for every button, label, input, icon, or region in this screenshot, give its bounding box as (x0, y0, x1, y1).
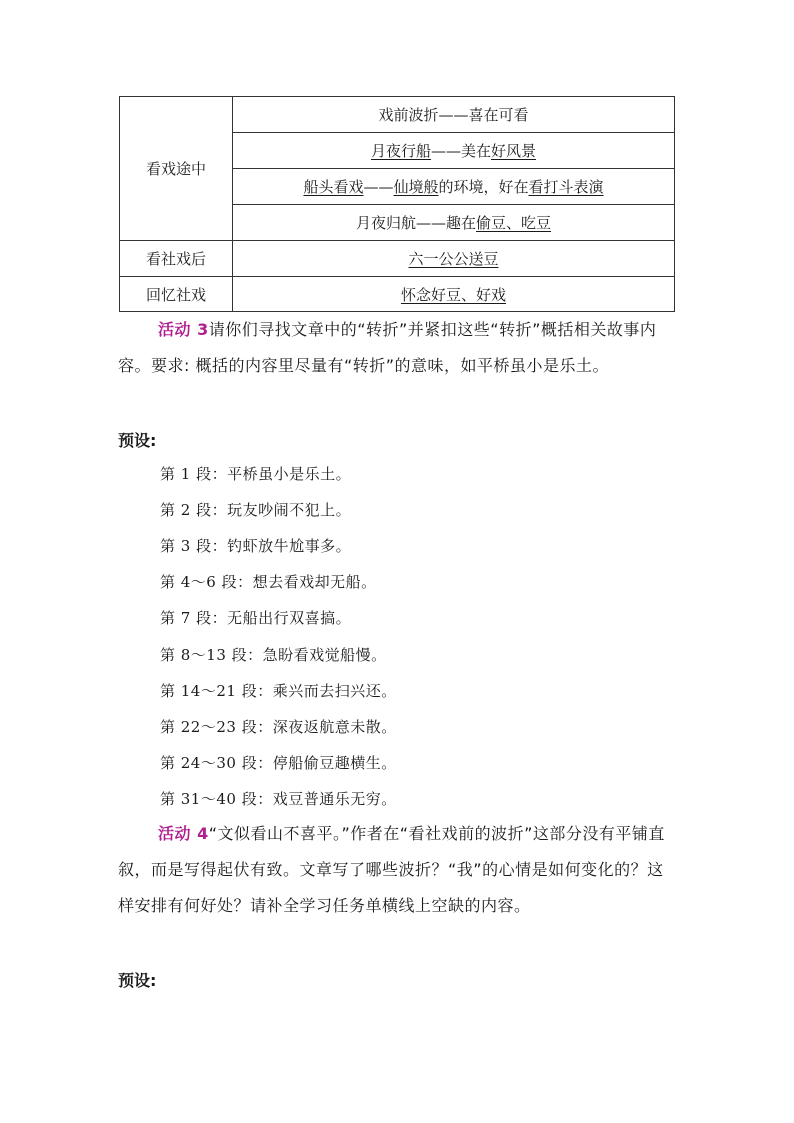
row-text: 偷豆、吃豆 (476, 214, 552, 232)
preset-label: 预设: (118, 971, 157, 990)
table-group-label: 看戏途中 (145, 160, 206, 178)
activity-3-text: 请你们寻找文章中的“转折”并紧扣这些“转折”概括相关故事内容。要求: 概括的内容里尽量有“转折”的意味，如平桥虽小是乐土。 (118, 320, 657, 375)
preset-item: 第 4～6 段：想去看戏却无船。 (160, 573, 377, 591)
row-text: 戏前波折——喜在可看 (378, 106, 529, 124)
preset-item: 第 8～13 段：急盼看戏觉船慢。 (160, 646, 387, 664)
preset-item: 第 2 段：玩友吵闹不犯上。 (160, 501, 352, 519)
row-text: 六一公公送豆 (408, 250, 499, 268)
summary-table (119, 96, 675, 312)
preset-item: 第 7 段：无船出行双喜搞。 (160, 609, 352, 627)
preset-item: 第 22～23 段：深夜返航意未散。 (160, 718, 397, 736)
table-recall-label: 回忆社戏 (145, 285, 206, 304)
table-row-1 (233, 97, 674, 132)
table-after-value (233, 241, 674, 276)
row-text: 怀念好豆、好戏 (400, 285, 506, 304)
activity-4-label: 活动 4 (158, 824, 209, 843)
row-text: 的环境，好在 (438, 178, 529, 196)
row-text: 仙境般 (393, 178, 439, 196)
preset-item: 第 14～21 段：乘兴而去扫兴还。 (160, 682, 397, 700)
table-recall-value (233, 277, 674, 311)
preset-item: 第 1 段：平桥虽小是乐土。 (160, 465, 352, 483)
preset-item: 第 31～40 段：戏豆普通乐无穷。 (160, 790, 397, 808)
preset-item: 第 3 段：钓虾放牛尬事多。 (160, 537, 352, 555)
activity-3-paragraph (118, 312, 678, 384)
row-text: 看打斗表演 (528, 178, 604, 196)
preset-label: 预设: (118, 431, 157, 450)
activity-3-label: 活动 3 (158, 320, 209, 339)
activity-4-text: “文似看山不喜平。”作者在“看社戏前的波折”这部分没有平铺直叙，而是写得起伏有致。文章写了哪些波折？“我”的心情是如何变化的？这样安排有何好处？请补全学习任务单横线上空缺的内容。 (118, 824, 665, 915)
table-after-label: 看社戏后 (145, 250, 206, 268)
row-text: 月夜行船 (370, 142, 431, 160)
row-text: 月夜归航——趣在 (355, 214, 476, 232)
table-row-4 (233, 205, 674, 240)
row-text: 好风景 (491, 142, 537, 160)
row-text: —— (363, 177, 394, 196)
preset-item: 第 24～30 段：停船偷豆趣横生。 (160, 754, 397, 772)
row-text: ——美在 (430, 142, 491, 160)
table-row-3 (233, 169, 674, 204)
row-text: 船头看戏 (303, 178, 364, 196)
table-row-2 (233, 133, 674, 168)
activity-4-paragraph (118, 816, 678, 924)
